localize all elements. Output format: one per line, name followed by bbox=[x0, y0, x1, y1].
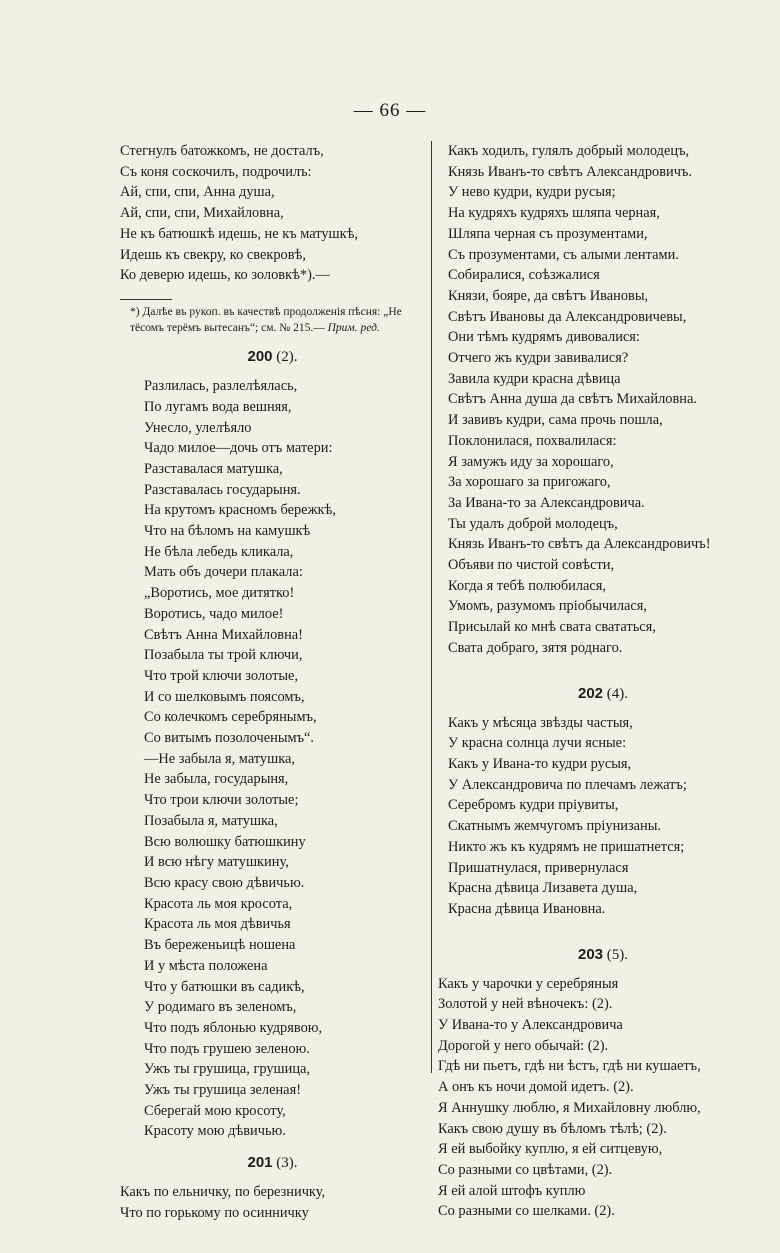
footnote-text: *) Далѣе въ рукоп. въ качествѣ продолженія пѣсня: „Не тёсомъ терёмъ вытесанъ“; см. № 215.— bbox=[130, 305, 402, 334]
verse-line: Не къ батюшкѣ идешь, не къ матушкѣ, bbox=[120, 225, 359, 242]
verse-line: И всю нѣгу матушкину, bbox=[144, 854, 289, 871]
verse-line: Разставалася матушка, bbox=[144, 460, 283, 477]
footnote bbox=[120, 305, 425, 336]
song-200-verse bbox=[120, 376, 425, 1142]
verse-line: Объяви по чистой совѣсти, bbox=[448, 557, 615, 574]
verse-line: Присылай ко мнѣ свата свататься, bbox=[448, 619, 656, 636]
left-column bbox=[120, 141, 425, 1224]
verse-line: Какъ у чарочки у серебряныя bbox=[438, 975, 619, 992]
verse-line: Не бѣла лебедь кликала, bbox=[144, 543, 294, 560]
verse-line: Что у батюшки въ садикѣ, bbox=[144, 978, 305, 995]
verse-line: Красоту мою дѣвичью. bbox=[144, 1123, 286, 1140]
verse-line: Что подъ грушею зеленою. bbox=[144, 1040, 310, 1057]
verse-line: Всю волюшку батюшкину bbox=[144, 833, 306, 850]
spacer bbox=[438, 920, 768, 934]
verse-line: Какъ у мѣсяца звѣзды частыя, bbox=[448, 714, 633, 731]
verse-line: Шляпа черная съ прозументами, bbox=[448, 225, 648, 242]
verse-line: Серебромъ кудри пріувиты, bbox=[448, 797, 619, 814]
verse-line: Не забыла, государыня, bbox=[144, 771, 289, 788]
verse-line: Когда я тебѣ полюбилася, bbox=[448, 577, 607, 594]
verse-line: На кудряхъ кудряхъ шляпа черная, bbox=[448, 205, 660, 222]
verse-line: Пришатнулася, привернулася bbox=[448, 859, 629, 876]
verse-line: Со витымъ позолоченымъ“. bbox=[144, 730, 315, 747]
verse-line: Гдѣ ни пьетъ, гдѣ ни ѣстъ, гдѣ ни кушаетъ, bbox=[438, 1058, 701, 1075]
verse-line: И со шелковымъ поясомъ, bbox=[144, 688, 305, 705]
verse-line: Я ей выбойку куплю, я ей ситцевую, bbox=[438, 1141, 663, 1158]
verse-line: Сберегай мою кросоту, bbox=[144, 1102, 286, 1119]
verse-line: Красна дѣвица Ивановна. bbox=[448, 900, 606, 917]
verse-line: Золотой у ней вѣночекъ: (2). bbox=[438, 996, 613, 1013]
verse-line: Что трои ключи золотые; bbox=[144, 792, 299, 809]
footnote-rule bbox=[120, 299, 172, 300]
song-heading-203 bbox=[438, 946, 768, 964]
verse-line: А онъ къ ночи домой идетъ. (2). bbox=[438, 1079, 634, 1096]
verse-line: Отчего жъ кудри завивалися? bbox=[448, 350, 629, 367]
verse-line: Разставалась государыня. bbox=[144, 481, 301, 498]
verse-line: Князи, бояре, да свѣтъ Ивановы, bbox=[448, 287, 649, 304]
verse-line: Ай, спи, спи, Анна душа, bbox=[120, 184, 275, 201]
verse-line: Ай, спи, спи, Михайловна, bbox=[120, 205, 284, 222]
verse-line: Позабыла ты трой ключи, bbox=[144, 647, 303, 664]
verse-line: Какъ ходилъ, гулялъ добрый молодецъ, bbox=[448, 143, 690, 159]
verse-line: Съ коня соскочилъ, подрочилъ: bbox=[120, 163, 312, 180]
verse-line: Въ береженьицѣ ношена bbox=[144, 937, 296, 954]
verse-line: Ты удалъ доброй молодецъ, bbox=[448, 515, 618, 532]
verse-line: Свѣтъ Анна душа да свѣтъ Михайловна. bbox=[448, 391, 697, 408]
verse-line: За Ивана-то за Александровича. bbox=[448, 494, 645, 511]
verse-line: Со разными со шелками. (2). bbox=[438, 1203, 615, 1220]
song-heading-200 bbox=[120, 348, 425, 366]
verse-line: У Александровича по плечамъ лежатъ; bbox=[448, 776, 687, 793]
verse-line: Свата добраго, зятя роднаго. bbox=[448, 639, 623, 656]
song-201-verse bbox=[120, 1182, 425, 1223]
verse-line: Красота ль моя кросота, bbox=[144, 895, 293, 912]
verse-line: Всю красу свою дѣвичью. bbox=[144, 874, 305, 891]
verse-line: —Не забыла я, матушка, bbox=[144, 750, 295, 767]
verse-line: И завивъ кудри, сама прочь пошла, bbox=[448, 412, 663, 429]
verse-line: Ужъ ты грушица, грушица, bbox=[144, 1061, 311, 1078]
song-number: 202 bbox=[577, 684, 604, 702]
verse-line: Свѣтъ Анна Михайловна! bbox=[144, 626, 303, 643]
verse-line: Князь Иванъ-то свѣтъ Александровичъ. bbox=[448, 163, 693, 180]
spacer bbox=[438, 659, 768, 673]
verse-line: Завила кудри красна дѣвица bbox=[448, 370, 621, 387]
verse-line: Что на бѣломъ на камушкѣ bbox=[144, 523, 311, 540]
verse-line: Красота ль моя дѣвичья bbox=[144, 916, 291, 933]
song-suffix: (4). bbox=[606, 685, 629, 702]
verse-line: Воротись, чадо милое! bbox=[144, 605, 284, 622]
song-suffix: (3). bbox=[276, 1155, 298, 1172]
verse-line: Скатнымъ жемчугомъ пріунизаны. bbox=[448, 818, 662, 835]
song-suffix: (2). bbox=[276, 349, 298, 366]
verse-line: „Воротись, мое дитятко! bbox=[144, 585, 295, 602]
verse-line: Я ей алой штофъ куплю bbox=[438, 1182, 586, 1199]
song-number: 203 bbox=[577, 945, 604, 963]
verse-line: Красна дѣвица Лизавета душа, bbox=[448, 880, 638, 897]
verse-line: Идешь къ свекру, ко свекровѣ, bbox=[120, 246, 306, 263]
song-heading-201 bbox=[120, 1154, 425, 1172]
verse-line: И у мѣста положена bbox=[144, 957, 268, 974]
verse-line: Умомъ, разумомъ пріобычилася, bbox=[448, 598, 648, 615]
verse-line: Какъ свою душу въ бѣломъ тѣлѣ; (2). bbox=[438, 1120, 667, 1137]
verse-line: У Ивана-то у Александровича bbox=[438, 1017, 623, 1034]
verse-line: Я замужъ иду за хорошаго, bbox=[448, 453, 614, 470]
verse-line: Какъ у Ивана-то кудри русыя, bbox=[448, 755, 632, 772]
column-divider bbox=[431, 141, 432, 1073]
song-202-verse bbox=[438, 713, 768, 920]
verse-line: Никто жъ къ кудрямъ не пришатнется; bbox=[448, 838, 685, 855]
verse-line: Что подъ яблонью кудрявою, bbox=[144, 1019, 323, 1036]
verse-line: За хорошаго за пригожаго, bbox=[448, 474, 611, 491]
verse-line: По лугамъ вода вешняя, bbox=[144, 398, 292, 415]
song-heading-202 bbox=[438, 685, 768, 703]
verse-line: Чадо милое—дочь отъ матери: bbox=[144, 440, 333, 457]
page-number: — 66 — bbox=[353, 100, 427, 121]
verse-line: У красна солнца лучи ясные: bbox=[448, 735, 627, 752]
editor-note: Прим. ред. bbox=[327, 321, 380, 334]
verse-line: Ужъ ты грушица зеленая! bbox=[144, 1082, 301, 1099]
verse-line: Что по горькому по осинничку bbox=[120, 1204, 309, 1221]
verse-line: Они тѣмъ кудрямъ дивовалися: bbox=[448, 329, 640, 346]
verse-line: Князь Иванъ-то свѣтъ да Александровичъ! bbox=[448, 536, 711, 553]
verse-line: Мать объ дочери плакала: bbox=[144, 564, 303, 581]
song-number: 200 bbox=[247, 348, 273, 366]
verse-line: Собиралися, соѣзжалися bbox=[448, 267, 600, 284]
verse-line: Со разными со цвѣтами, (2). bbox=[438, 1161, 613, 1178]
intro-verse bbox=[120, 141, 425, 286]
verse-line: Что трой ключи золотые, bbox=[144, 667, 299, 684]
verse-line: Я Аннушку люблю, я Михайловну люблю, bbox=[438, 1099, 701, 1116]
verse-line: Разлилась, разлелѣялась, bbox=[144, 378, 298, 395]
verse-line: Со колечкомъ серебрянымъ, bbox=[144, 709, 317, 726]
song-201-continuation bbox=[438, 141, 768, 659]
song-number: 201 bbox=[247, 1154, 273, 1172]
verse-line: На крутомъ красномъ бережкѣ, bbox=[144, 502, 336, 519]
verse-line: Съ прозументами, съ алыми лентами. bbox=[448, 246, 679, 263]
verse-line: Какъ по ельничку, по березничку, bbox=[120, 1184, 326, 1201]
verse-line: Свѣтъ Ивановы да Александровичевы, bbox=[448, 308, 687, 325]
verse-line: Унесло, улелѣяло bbox=[144, 419, 252, 436]
verse-line: У родимаго въ зеленомъ, bbox=[144, 999, 297, 1016]
verse-line: Поклонилася, похвалилася: bbox=[448, 432, 617, 449]
verse-line: Дорогой у него обычай: (2). bbox=[438, 1037, 609, 1054]
song-suffix: (5). bbox=[606, 946, 629, 963]
verse-line: Ко деверю идешь, ко золовкѣ*).— bbox=[120, 267, 330, 284]
verse-line: Позабыла я, матушка, bbox=[144, 812, 278, 829]
song-203-verse bbox=[438, 974, 768, 1222]
verse-line: Стегнулъ батожкомъ, не досталъ, bbox=[120, 143, 324, 159]
right-column bbox=[438, 141, 768, 1222]
verse-line: У нево кудри, кудри русыя; bbox=[448, 184, 616, 201]
